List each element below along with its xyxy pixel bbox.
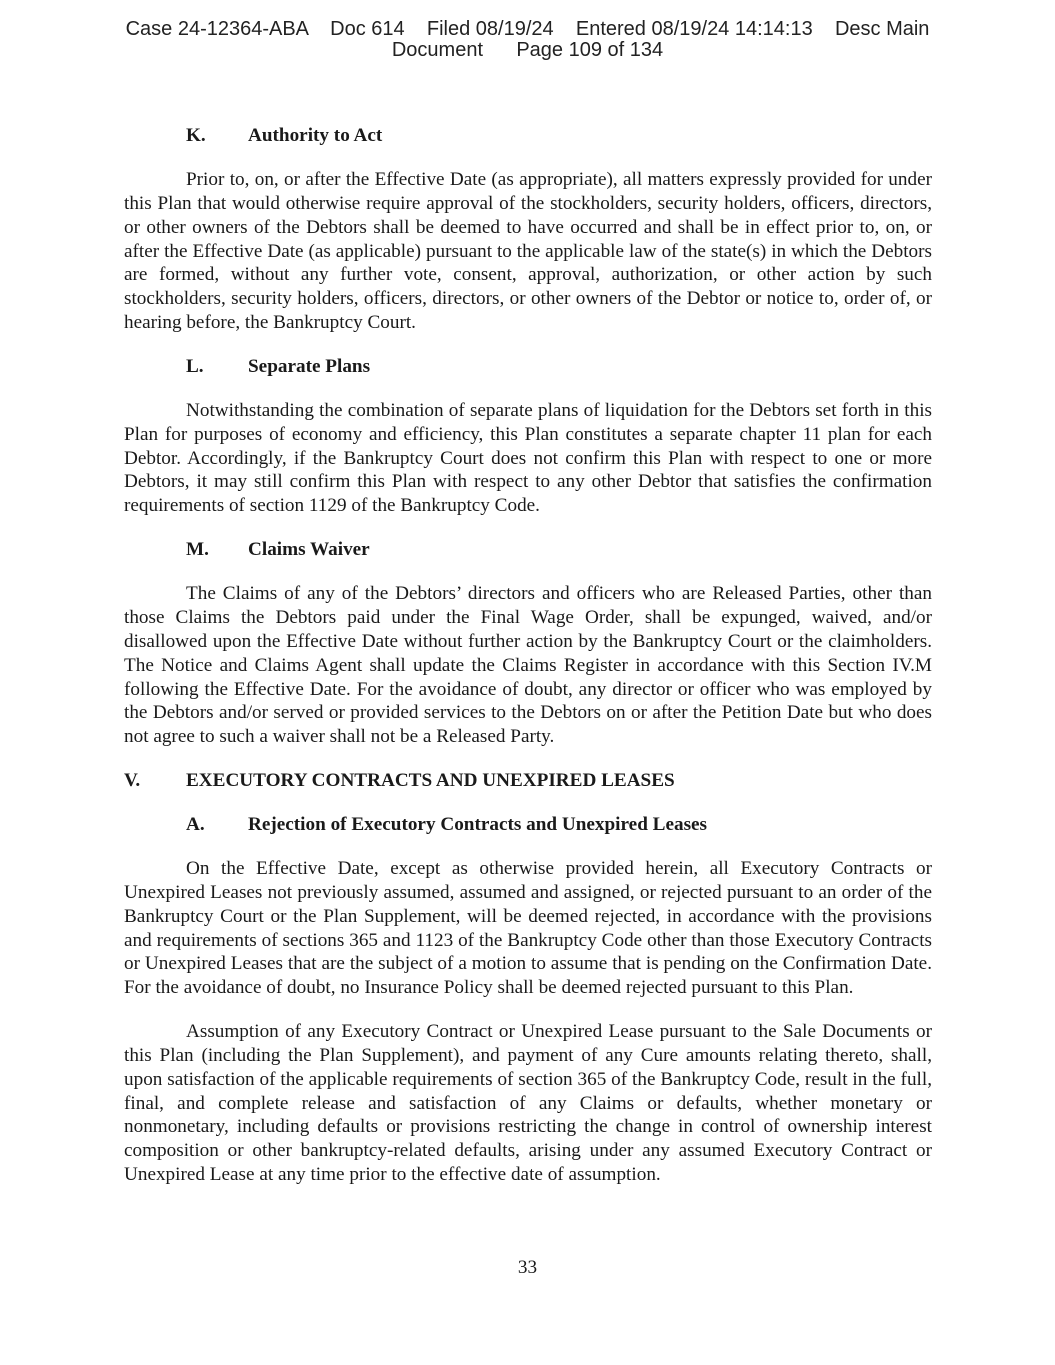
section-m-title: Claims Waiver (248, 539, 370, 561)
section-l-title: Separate Plans (248, 355, 371, 377)
section-k-number: K. (186, 125, 206, 146)
section-va-title: Rejection of Executory Contracts and Unexpired Leases (248, 814, 708, 836)
section-l-heading (124, 355, 932, 379)
section-va-paragraph-1: On the Effective Date, except as otherwise provided herein, all Executory Contracts or Unexpired Leases not previously assumed, assumed and assigned, or rejected pursuant to an order of the Bankruptcy Court or the Plan Supplement, will be deemed rejected, in accordance with the provisions and requirements of sections 365 and 1123 of the Bankruptcy Code other than those Executory Contracts or Unexpired Leases that are the subject of a motion to assume that is pending on the Confirmation Date. For the avoidance of doubt, no Insurance Policy shall be deemed rejected pursuant to this Plan. (124, 858, 932, 999)
section-va-number: A. (186, 814, 205, 836)
section-va-paragraph-2: Assumption of any Executory Contract or Unexpired Lease pursuant to the Sale Documents or this Plan (including the Plan Supplement), and payment of any Cure amounts relating thereto, shall, upon satisfaction of the applicable requirements of section 365 of the Bankruptcy Code, result in the full, final, and complete release and satisfaction of any Claims or defaults, whether monetary or nonmonetary, including defaults or provisions restricting the change in control of ownership interest composition or other bankruptcy-related defaults, arising under any assumed Executory Contract or Unexpired Lease at any time prior to the effective date of assumption. (124, 1021, 932, 1186)
section-m-paragraph: The Claims of any of the Debtors’ directors and officers who are Released Parties, other than those Claims the Debtors paid under the Final Wage Order, shall be expunged, waived, and/or disallowed upon the Effective Date without further action by the Bankruptcy Court or the claimholders. The Notice and Claims Agent shall update the Claims Register in accordance with this Section IV.M following the Effective Date. For the avoidance of doubt, any director or officer who was employed by the Debtors and/or served or provided services to the Debtors on or after the Petition Date but who does not agree to such a waiver shall not be a Released Party. (124, 583, 932, 748)
header-line-2: Document Page 109 of 134 (391, 39, 664, 61)
section-l-paragraph: Notwithstanding the combination of separate plans of liquidation for the Debtors set forth in this Plan for purposes of economy and efficiency, this Plan constitutes a separate chapter 11 plan for each Debtor. Accordingly, if the Bankruptcy Court does not confirm this Plan with respect to one or more Debtors, it may still confirm this Plan with respect to any other Debtor that satisfies the confirmation requirements of section 1129 of the Bankruptcy Code. (124, 399, 932, 517)
article-v-number: V. (124, 770, 141, 792)
section-m-number: M. (186, 539, 209, 561)
section-l-number: L. (186, 355, 204, 377)
header-line-1: Case 24-12364-ABA Doc 614 Filed 08/19/24 Entered 08/19/24 14:14:13 Desc Main (125, 18, 930, 40)
section-k-heading (124, 124, 932, 148)
court-filing-header (0, 19, 1055, 61)
section-k-title: Authority to Act (248, 125, 383, 146)
article-v-title: EXECUTORY CONTRACTS AND UNEXPIRED LEASES (186, 770, 675, 792)
article-v-heading (124, 769, 932, 793)
page-number: 33 (517, 1257, 538, 1278)
document-body (124, 124, 932, 1187)
section-k-paragraph: Prior to, on, or after the Effective Date (as appropriate), all matters expressly provided for under this Plan that would otherwise require approval of the stockholders, security holders, officers, directors, or other owners of the Debtors shall be deemed to have occurred and shall be in effect prior to, on, or after the Effective Date (as applicable) pursuant to the applicable law of the state(s) in which the Debtors are formed, without any further vote, consent, approval, authorization, or other action by such stockholders, security holders, officers, directors, or other owners of the Debtor or notice to, order of, or hearing before, the Bankruptcy Court. (124, 169, 932, 334)
section-m-heading (124, 538, 932, 562)
section-va-heading (124, 813, 932, 837)
